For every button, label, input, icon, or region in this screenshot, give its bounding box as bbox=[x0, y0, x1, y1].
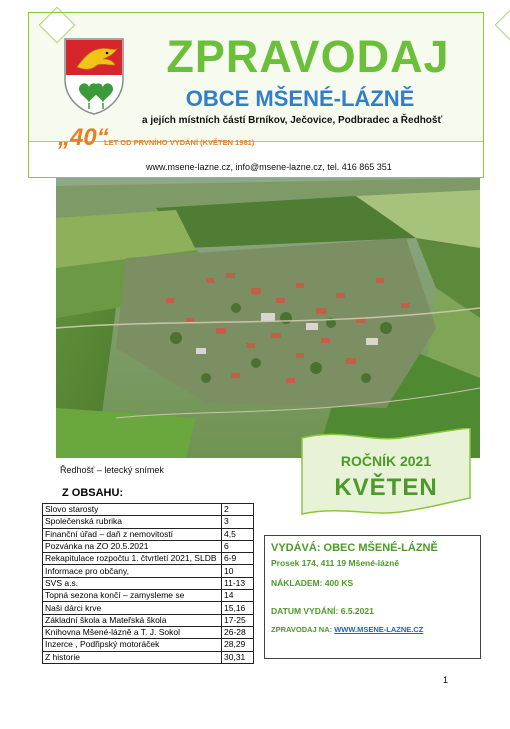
aerial-photo bbox=[56, 178, 480, 458]
web-line bbox=[271, 625, 474, 634]
table-row bbox=[43, 577, 254, 589]
page-number: 1 bbox=[443, 675, 449, 685]
contents-page: 6-9 bbox=[222, 553, 254, 565]
table-row bbox=[43, 626, 254, 638]
contents-page: 11-13 bbox=[222, 577, 254, 589]
contents-item: Základní škola a Mateřská škola bbox=[43, 614, 222, 626]
contents-heading: Z OBSAHU: bbox=[62, 487, 124, 499]
table-row bbox=[43, 602, 254, 614]
issue-date: DATUM VYDÁNÍ: 6.5.2021 bbox=[271, 606, 374, 616]
contents-item: Informace pro občany, bbox=[43, 565, 222, 577]
frame-corner bbox=[495, 7, 510, 44]
municipality-title: OBCE MŠENÉ-LÁZNĚ bbox=[185, 86, 415, 111]
contents-page: 28,29 bbox=[222, 639, 254, 651]
issue-month: KVĚTEN bbox=[334, 474, 438, 501]
table-row bbox=[43, 565, 254, 577]
contents-page: 6 bbox=[222, 540, 254, 552]
web-label: ZPRAVODAJ NA: bbox=[271, 625, 335, 634]
contents-item: Inzerce , Podřipský motoráček bbox=[43, 639, 222, 651]
table-row bbox=[43, 639, 254, 651]
contents-item: Naši dárci krve bbox=[43, 602, 222, 614]
contents-item: Finanční úřad – daň z nemovitostí bbox=[43, 528, 222, 540]
contents-item: Rekapitulace rozpočtu 1. čtvrtletí 2021, SLDB bbox=[43, 553, 222, 565]
contents-page: 30,31 bbox=[222, 651, 254, 663]
contents-item: Knihovna Mšené-lázně a T. J. Sokol bbox=[43, 626, 222, 638]
contents-item: Pozvánka na ZO 20.5.2021 bbox=[43, 540, 222, 552]
table-row bbox=[43, 528, 254, 540]
table-row bbox=[43, 516, 254, 528]
contents-page: 15,16 bbox=[222, 602, 254, 614]
website-link[interactable]: WWW.MSENE-LAZNE.CZ bbox=[334, 625, 424, 634]
publisher-box bbox=[264, 535, 481, 659]
table-row bbox=[43, 504, 254, 516]
contents-item: SVS a.s. bbox=[43, 577, 222, 589]
contents-page: 14 bbox=[222, 590, 254, 602]
contents-page: 17-25 bbox=[222, 614, 254, 626]
table-row bbox=[43, 553, 254, 565]
print-run: NÁKLADEM: 400 KS bbox=[271, 578, 354, 588]
anniversary-number: „40“ bbox=[58, 124, 109, 151]
contents-item: Z historie bbox=[43, 651, 222, 663]
contents-page: 4,5 bbox=[222, 528, 254, 540]
table-row bbox=[43, 590, 254, 602]
contents-item: Slovo starosty bbox=[43, 504, 222, 516]
photo-caption: Ředhošť – letecký snímek bbox=[60, 465, 164, 475]
local-parts-subtitle: a jejích místních částí Brníkov, Ječovice, Podbradec a Ředhošť bbox=[142, 115, 443, 126]
anniversary-text: LET OD PRVNÍHO VYDÁNÍ (KVĚTEN 1981) bbox=[104, 138, 255, 147]
coat-of-arms-icon bbox=[63, 37, 125, 115]
contents-item: Společenská rubrika bbox=[43, 516, 222, 528]
contents-page: 26-28 bbox=[222, 626, 254, 638]
contents-page: 10 bbox=[222, 565, 254, 577]
table-row bbox=[43, 614, 254, 626]
contents-table bbox=[42, 503, 254, 664]
publisher-title: VYDÁVÁ: OBEC MŠENÉ-LÁZNĚ bbox=[271, 542, 438, 554]
table-row bbox=[43, 540, 254, 552]
volume-year: ROČNÍK 2021 bbox=[340, 453, 432, 469]
publisher-address: Prosek 174, 411 19 Mšené-lázně bbox=[271, 558, 400, 568]
contents-item: Topná sezona končí – zamysleme se bbox=[43, 590, 222, 602]
newsletter-title: ZPRAVODAJ bbox=[166, 31, 450, 82]
table-row bbox=[43, 651, 254, 663]
contents-page: 3 bbox=[222, 516, 254, 528]
contents-page: 2 bbox=[222, 504, 254, 516]
contact-line: www.msene-lazne.cz, info@msene-lazne.cz, tel. 416 865 351 bbox=[146, 162, 392, 172]
